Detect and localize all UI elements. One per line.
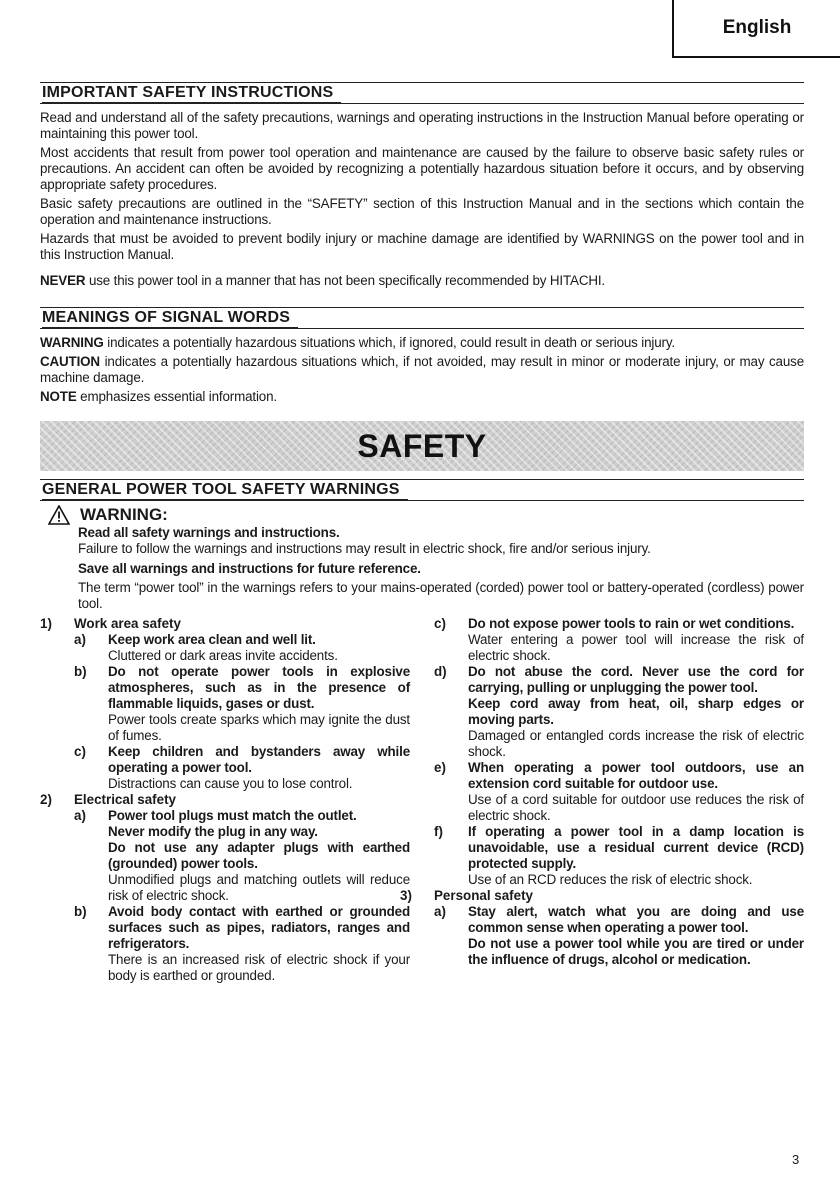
item-letter: a) (74, 632, 86, 647)
item-letter: b) (74, 904, 87, 919)
section-title: Personal safety (434, 888, 533, 903)
important-p1: Read and understand all of the safety precautions, warnings and operating instructions in the Instruction Manual before operating or maintaining this power tool. (40, 110, 804, 141)
item-text: Unmodified plugs and matching outlets will reduce risk of electric shock. (108, 872, 410, 903)
left-column (40, 616, 410, 984)
warning-text: indicates a potentially hazardous situations which, if ignored, could result in death or serious injury. (103, 335, 675, 350)
term-definition: The term “power tool” in the warnings refers to your mains-operated (corded) power tool or battery-operated (cordless) power tool. (78, 580, 804, 611)
list-item (434, 664, 804, 760)
section-work-area (40, 616, 410, 632)
general-heading-text: GENERAL POWER TOOL SAFETY WARNINGS (42, 481, 408, 500)
signal-heading (40, 307, 804, 329)
important-heading (40, 82, 804, 104)
item-heading: Keep work area clean and well lit. (108, 632, 316, 647)
item-heading: Do not abuse the cord. Never use the cord for carrying, pulling or unplugging the power tool. (468, 664, 804, 695)
right-column (400, 616, 804, 984)
item-heading: If operating a power tool in a damp location is unavoidable, use a residual current device (RCD) protected supply. (468, 824, 804, 871)
item-heading: Do not use a power tool while you are tired or under the influence of drugs, alcohol or medication. (468, 936, 804, 967)
item-text: Power tools create sparks which may ignite the dust of fumes. (108, 712, 410, 743)
item-heading: Do not operate power tools in explosive atmospheres, such as in the presence of flammable liquids, gases or dust. (108, 664, 410, 711)
item-letter: c) (434, 616, 446, 631)
section-personal (400, 888, 804, 904)
section-number: 2) (40, 792, 52, 807)
important-heading-text: IMPORTANT SAFETY INSTRUCTIONS (42, 84, 341, 103)
failure-text: Failure to follow the warnings and instructions may result in electric shock, fire and/or serious injury. (78, 541, 651, 556)
item-heading: Power tool plugs must match the outlet. (108, 808, 357, 823)
item-letter: f) (434, 824, 443, 839)
item-heading: Avoid body contact with earthed or grounded surfaces such as pipes, radiators, ranges and refrigerators. (108, 904, 410, 951)
item-heading: Do not expose power tools to rain or wet conditions. (468, 616, 795, 631)
list-item (40, 808, 410, 904)
list-item (40, 744, 410, 792)
item-letter: b) (74, 664, 87, 679)
warning-row (40, 505, 804, 525)
item-text: Water entering a power tool will increase the risk of electric shock. (468, 632, 804, 663)
note-label: NOTE (40, 389, 77, 404)
item-text: Cluttered or dark areas invite accidents. (108, 648, 338, 663)
section-electrical (40, 792, 410, 808)
page-content (40, 82, 804, 984)
warning-label: WARNING (40, 335, 104, 350)
item-letter: d) (434, 664, 447, 679)
caution-text: indicates a potentially hazardous situations which, if not avoided, may result in minor or moderate injury, or may cause machine damage. (40, 354, 804, 385)
item-letter: e) (434, 760, 446, 775)
list-item (434, 760, 804, 824)
item-text: Damaged or entangled cords increase the risk of electric shock. (468, 728, 804, 759)
item-heading: Never modify the plug in any way. (108, 824, 318, 839)
never-label: NEVER (40, 273, 86, 288)
two-column-list (40, 616, 804, 984)
important-p4: Hazards that must be avoided to prevent bodily injury or machine damage are identified by WARNINGS on the power tool and in this Instruction Manual. (40, 231, 804, 262)
general-heading (40, 479, 804, 501)
item-letter: c) (74, 744, 86, 759)
important-p2: Most accidents that result from power tool operation and maintenance are caused by the failure to observe basic safety rules or precautions. An accident can often be avoided by recognizing a potentially hazardous situation before it occurs, and by observing appropriate safety procedures. (40, 145, 804, 192)
list-item (434, 616, 804, 664)
important-p3: Basic safety precautions are outlined in the “SAFETY” section of this Instruction Manual and in the sections which contain the operation and maintenance instructions. (40, 196, 804, 227)
item-letter: a) (434, 904, 446, 919)
never-paragraph (40, 273, 804, 289)
item-heading: Stay alert, watch what you are doing and use common sense when operating a power tool. (468, 904, 804, 935)
item-text: Use of a cord suitable for outdoor use reduces the risk of electric shock. (468, 792, 804, 823)
section-title: Work area safety (74, 616, 181, 631)
never-text: use this power tool in a manner that has not been specifically recommended by HITACHI. (85, 273, 606, 288)
note-text: emphasizes essential information. (76, 389, 277, 404)
list-item (40, 632, 410, 664)
list-item (40, 664, 410, 744)
note-def (40, 389, 804, 405)
language-label: English (722, 17, 792, 38)
section-number: 3) (400, 888, 412, 903)
item-text: There is an increased risk of electric shock if your body is earthed or grounded. (108, 952, 410, 983)
safety-banner-title: SAFETY (357, 427, 487, 464)
page-number: 3 (792, 1152, 800, 1167)
caution-def (40, 354, 804, 386)
save-all-warnings: Save all warnings and instructions for future reference. (78, 561, 421, 576)
item-text: Distractions can cause you to lose control. (108, 776, 353, 791)
list-item (434, 904, 804, 968)
warning-def (40, 335, 804, 351)
list-item (434, 824, 804, 888)
caution-label: CAUTION (40, 354, 100, 369)
item-text: Use of an RCD reduces the risk of electric shock. (468, 872, 753, 887)
item-letter: a) (74, 808, 86, 823)
read-all-warnings: Read all safety warnings and instructions. (78, 525, 340, 540)
item-heading: When operating a power tool outdoors, use an extension cord suitable for outdoor use. (468, 760, 804, 791)
safety-banner (40, 421, 804, 471)
signal-heading-text: MEANINGS OF SIGNAL WORDS (42, 309, 298, 328)
section-number: 1) (40, 616, 52, 631)
item-heading: Keep cord away from heat, oil, sharp edges or moving parts. (468, 696, 804, 727)
language-tab (672, 0, 840, 58)
item-heading: Keep children and bystanders away while operating a power tool. (108, 744, 410, 775)
list-item (40, 904, 410, 984)
warning-triangle-icon (48, 505, 70, 525)
section-title: Electrical safety (74, 792, 176, 807)
warning-title: WARNING: (80, 505, 168, 524)
item-heading: Do not use any adapter plugs with earthed (grounded) power tools. (108, 840, 410, 871)
